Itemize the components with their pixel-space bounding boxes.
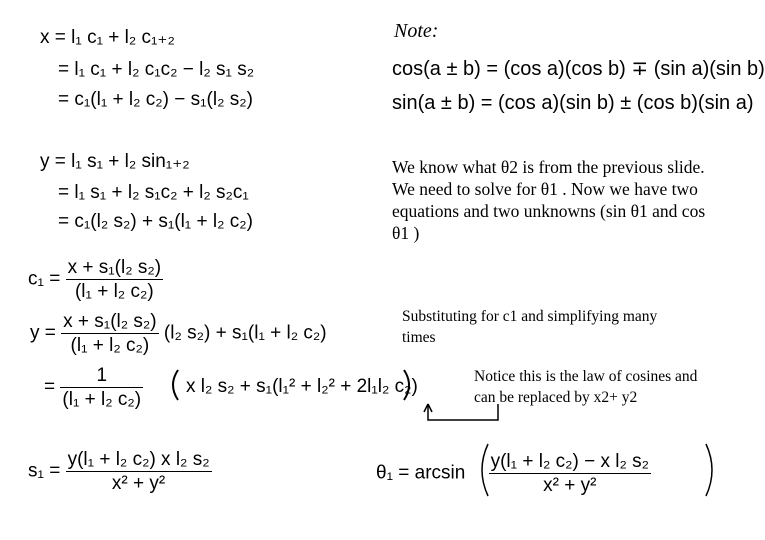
eq-theta1-fraction [489, 452, 651, 495]
note-title: Note: [394, 20, 439, 42]
eq-y-line1: y = l₁ s₁ + l₂ sin₁₊₂ [40, 151, 190, 172]
eq-simp-numerator: 1 [60, 366, 143, 388]
eq-x-line1: x = l₁ c₁ + l₂ c₁₊₂ [40, 27, 175, 48]
eq-ysub-fraction [61, 312, 158, 355]
eq-ysub-lhs: y = [30, 322, 56, 344]
eq-theta1-denominator: x² + y² [543, 475, 597, 496]
note-eq-sin: sin(a ± b) = (cos a)(sin b) ± (cos b)(sin a) [392, 92, 754, 114]
eq-theta1 [376, 452, 651, 495]
eq-y-substituted [30, 312, 327, 355]
eq-simp-denominator: (l₁ + l₂ c₂) [62, 389, 142, 410]
eq-c1-lhs: c₁ = [28, 268, 61, 290]
eq-s1 [28, 450, 212, 493]
eq-x-line3: = c₁(l₁ + l₂ c₂) − s₁(l₂ s₂) [58, 89, 253, 110]
eq-x-line2: = l₁ c₁ + l₂ c₁c₂ − l₂ s₁ s₂ [58, 59, 255, 80]
eq-c1-numerator: x + s₁(l₂ s₂) [67, 257, 162, 278]
eq-s1-fraction [66, 450, 212, 493]
eq-simp-rest: x l₂ s₂ + s₁(l₁² + l₂² + 2l₁l₂ c₂) [186, 376, 418, 397]
close-paren-arcsin [706, 444, 712, 496]
eq-ysub-numerator: x + s₁(l₂ s₂) [63, 311, 157, 332]
eq-ysub-denominator: (l₁ + l₂ c₂) [70, 335, 150, 356]
substitution-note: Substituting for c1 and simplifying many times [402, 308, 658, 346]
eq-theta1-numerator: y(l₁ + l₂ c₂) − x l₂ s₂ [490, 451, 649, 472]
eq-theta1-lhs: θ₁ = arcsin [376, 462, 466, 484]
eq-s1-lhs: s₁ = [28, 460, 61, 482]
note-eq-cos: cos(a ± b) = (cos a)(cos b) ∓ (sin a)(sin b) [392, 58, 765, 80]
eq-c1 [28, 258, 163, 301]
eq-ysub-rest: (l₂ s₂) + s₁(l₁ + l₂ c₂) [163, 322, 327, 344]
eq-y-line2: = l₁ s₁ + l₂ s₁c₂ + l₂ s₂c₁ [58, 182, 249, 203]
eq-simplified: = $\frac{1}{\text{(l₁ + l₂ c₂)}}$ [44, 365, 142, 410]
eq-y-line3: = c₁(l₂ s₂) + s₁(l₁ + l₂ c₂) [58, 211, 253, 232]
eq-s1-denominator: x² + y² [111, 473, 166, 494]
eq-c1-fraction [66, 258, 163, 301]
open-paren-large [173, 370, 178, 400]
law-of-cosines-note: Notice this is the law of cosines and can be replaced by x2+ y2 [474, 368, 698, 406]
eq-simp-fraction [60, 366, 143, 409]
explanation-paragraph: We know what θ2 is from the previous slide. We need to solve for θ1 . Now we have two equations and two unknowns (sin θ1 and cos θ1 ) [392, 157, 706, 243]
eq-c1-denominator: (l₁ + l₂ c₂) [74, 281, 154, 302]
eq-s1-numerator: y(l₁ + l₂ c₂) x l₂ s₂ [67, 449, 210, 470]
